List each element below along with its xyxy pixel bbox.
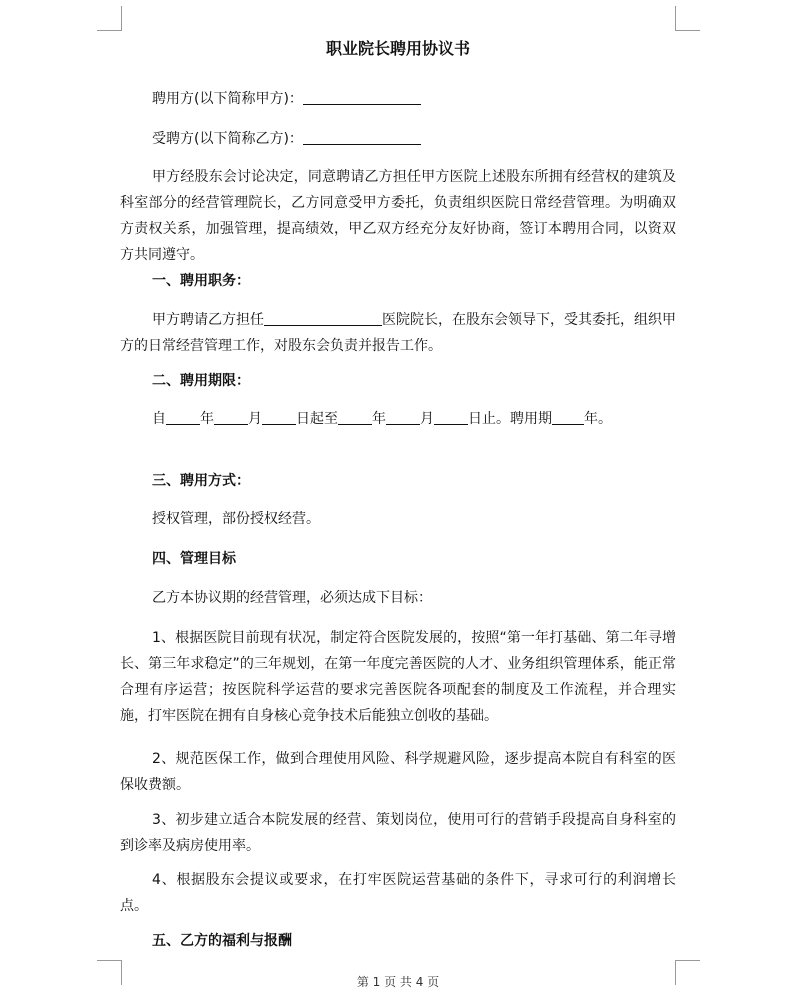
section4-heading: 四、管理目标 xyxy=(152,551,236,567)
document-title: 职业院长聘用协议书 xyxy=(325,39,470,58)
page-corner-mark xyxy=(675,6,700,31)
party-b-line xyxy=(120,126,676,152)
section2-paragraph xyxy=(120,406,676,432)
section3-paragraph: 授权管理，部份授权经营。 xyxy=(152,511,320,527)
party-b-blank xyxy=(303,128,421,145)
party-a-label: 聘用方(以下简称甲方)： xyxy=(152,91,303,107)
year-label: 年 xyxy=(372,411,386,427)
start-month-blank xyxy=(214,408,248,425)
section4-intro: 乙方本协议期的经营管理，必须达成下目标： xyxy=(152,590,432,606)
start-day-blank xyxy=(262,408,296,425)
from-label: 自 xyxy=(152,411,166,427)
end-day-blank xyxy=(434,408,468,425)
day-to-label: 日止。聘用期 xyxy=(468,411,552,427)
list-item: 3、初步建立适合本院发展的经营、策划岗位，使用可行的营销手段提高自身科室的到诊率及病房使用率。 xyxy=(120,812,676,854)
start-year-blank xyxy=(166,408,200,425)
section1-text-before: 甲方聘请乙方担任 xyxy=(152,312,264,328)
page-number: 第 1 页 共 4 页 xyxy=(356,975,440,989)
position-blank xyxy=(264,309,382,326)
intro-paragraph: 甲方经股东会讨论决定，同意聘请乙方担任甲方医院上述股东所拥有经营权的建筑及科室部分的经营管理院长，乙方同意受甲方委托，负责组织医院日常经营管理。为明确双方责权关系，加强管理，提高绩效，甲乙双方经充分友好协商，签订本聘用合同，以资双方共同遵守。 xyxy=(120,169,676,263)
month-label: 月 xyxy=(420,411,434,427)
section1-paragraph xyxy=(120,307,676,359)
section1-text-after: 医院院长，在股东会领导下，受其委托，组织甲方的日常经营管理工作，对股东会负责并报告工作。 xyxy=(120,312,676,354)
section1-heading: 一、聘用职务： xyxy=(152,273,250,289)
term-years-blank xyxy=(552,408,584,425)
month-label: 月 xyxy=(248,411,262,427)
end-month-blank xyxy=(386,408,420,425)
day-from-label: 日起至 xyxy=(296,411,338,427)
years-end-label: 年。 xyxy=(584,411,612,427)
section2-heading: 二、聘用期限： xyxy=(152,373,250,389)
party-a-blank xyxy=(303,88,421,105)
section3-heading: 三、聘用方式： xyxy=(152,473,250,489)
party-a-line xyxy=(120,86,676,112)
list-item: 4、根据股东会提议或要求，在打牢医院运营基础的条件下，寻求可行的利润增长点。 xyxy=(120,872,676,914)
list-item: 1、根据医院目前现有状况，制定符合医院发展的，按照“第一年打基础、第二年寻增长、第三年求稳定”的三年规划，在第一年度完善医院的人才、业务组织管理体系，能正常合理有序运营；按医院科学运营的要求完善医院各项配套的制度及工作流程，并合理实施，打牢医院在拥有自身核心竞争技术后能独立创收的基础。 xyxy=(120,630,676,724)
end-year-blank xyxy=(338,408,372,425)
party-b-label: 受聘方(以下简称乙方)： xyxy=(152,131,303,147)
year-label: 年 xyxy=(200,411,214,427)
page-corner-mark xyxy=(97,6,122,31)
list-item: 2、规范医保工作，做到合理使用风险、科学规避风险，逐步提高本院自有科室的医保收费额。 xyxy=(120,751,676,793)
section5-heading: 五、乙方的福利与报酬 xyxy=(152,933,292,949)
